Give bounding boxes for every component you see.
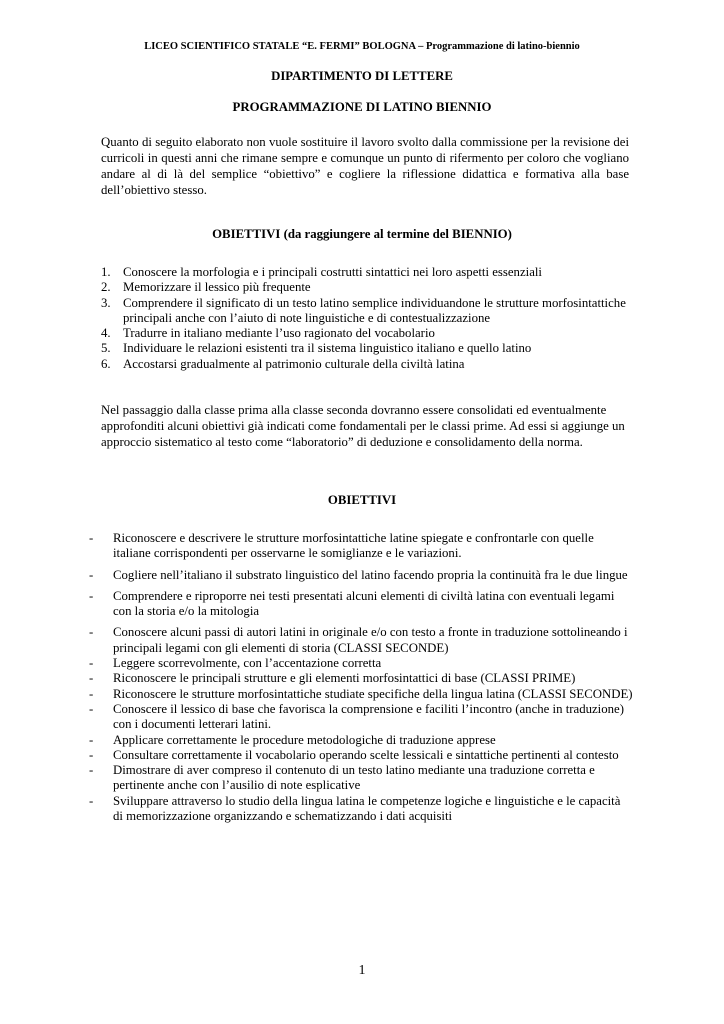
list-item <box>88 748 633 763</box>
list-item <box>101 296 631 327</box>
list-dash: - <box>89 793 94 808</box>
list-item-text: Comprendere e riproporre nei testi presentati alcuni elementi di civiltà latina con eventuali legami con la storia e/o la mitologia <box>113 588 615 619</box>
list-item-text: Riconoscere le principali strutture e gli elementi morfosintattici di base (CLASSI PRIME) <box>113 671 576 686</box>
list-dash: - <box>89 763 94 778</box>
list-item <box>88 671 633 686</box>
list-dash: - <box>89 747 94 762</box>
list-dash: - <box>89 671 94 686</box>
list-item <box>101 357 631 372</box>
list-item <box>101 341 631 356</box>
list-item <box>101 326 631 341</box>
list-item <box>88 625 633 656</box>
list-item-text: Riconoscere e descrivere le strutture morfosintattiche latine spiegate e confrontarle con quelle italiane corrispondenti per osservarne le somiglianze e le variazioni. <box>113 531 594 561</box>
list-item-text: Accostarsi gradualmente al patrimonio culturale della civiltà latina <box>123 356 465 371</box>
list-item-text: Comprendere il significato di un testo latino semplice individuandone le strutture morfosintattiche principali anche con l’aiuto di note linguistiche e di contestualizzazione <box>123 295 626 325</box>
list-dash: - <box>89 625 94 640</box>
list-item <box>88 733 633 748</box>
list-item-text: Consultare correttamente il vocabolario operando scelte lessicali e sintattiche pertinenti al contesto <box>113 747 619 762</box>
list-item-text: Applicare correttamente le procedure metodologiche di traduzione apprese <box>113 732 496 747</box>
list-item <box>88 589 633 620</box>
list-item <box>88 687 633 702</box>
list-dash: - <box>89 732 94 747</box>
list-dash: - <box>89 567 94 582</box>
document-title: PROGRAMMAZIONE DI LATINO BIENNIO <box>232 100 492 114</box>
list-dash: - <box>89 531 94 545</box>
list-item-text: Conoscere la morfologia e i principali costrutti sintattici nei loro aspetti essenziali <box>123 265 542 279</box>
list-item <box>88 794 633 825</box>
list-number: 2. <box>101 280 111 295</box>
list-item-text: Dimostrare di aver compreso il contenuto di un testo latino mediante una traduzione corretta e pertinente anche con l’ausilio di note esplicative <box>113 763 595 793</box>
list-item <box>88 702 633 733</box>
section-heading-objectives: OBIETTIVI <box>327 493 397 507</box>
list-item <box>101 280 631 295</box>
list-number: 1. <box>101 265 111 279</box>
list-item-text: Conoscere alcuni passi di autori latini in originale e/o con testo a fronte in traduzione sottolineando i principali legami con gli elementi di storia (CLASSI SECONDE) <box>113 625 628 655</box>
list-number: 6. <box>101 356 111 371</box>
list-item-text: Memorizzare il lessico più frequente <box>123 280 311 295</box>
list-item <box>88 763 633 794</box>
section-heading-biennio-objectives: OBIETTIVI (da raggiungere al termine del BIENNIO) <box>212 227 512 241</box>
list-item <box>88 568 633 583</box>
numbered-objectives-list <box>101 265 631 372</box>
list-dash: - <box>89 701 94 716</box>
intro-paragraph: Quanto di seguito elaborato non vuole sostituire il lavoro svolto dalla commissione per la revisione dei curricoli in questi anni che rimane sempre e comunque un punto di rifermento per coloro che vogliano andare al di là del semplice “obiettivo” e cogliere la riflessione didattica e formativa alla base dell’obiettivo stesso. <box>101 135 629 197</box>
list-item <box>88 531 633 562</box>
dash-objectives-list <box>88 531 633 824</box>
list-number: 4. <box>101 326 111 341</box>
list-dash: - <box>89 588 94 603</box>
list-dash: - <box>89 656 94 671</box>
list-number: 3. <box>101 295 111 310</box>
page-number: 1 <box>358 963 366 978</box>
list-item-text: Riconoscere le strutture morfosintattiche studiate specifiche della lingua latina (CLASSI SECONDE) <box>113 686 633 701</box>
passage-paragraph: Nel passaggio dalla classe prima alla classe seconda dovranno essere consolidati ed eventualmente approfonditi alcuni obiettivi già indicati come fondamentali per le classi prime. Ad essi si aggiunge un approccio sistematico al testo come “laboratorio” di deduzione e consolidamento della norma. <box>101 403 625 449</box>
list-item-text: Tradurre in italiano mediante l’uso ragionato del vocabolario <box>123 326 435 341</box>
department-heading: DIPARTIMENTO DI LETTERE <box>271 69 453 83</box>
list-item-text: Cogliere nell’italiano il substrato linguistico del latino facendo propria la continuità fra le due lingue <box>113 567 628 582</box>
list-item <box>101 265 631 280</box>
list-item-text: Leggere scorrevolmente, con l’accentazione corretta <box>113 656 382 671</box>
list-item-text: Sviluppare attraverso lo studio della lingua latina le competenze logiche e linguistiche e le capacità di memorizzazione organizzando e schematizzando i dati acquisiti <box>113 793 621 824</box>
list-number: 5. <box>101 341 111 356</box>
list-item <box>88 656 633 671</box>
list-item-text: Individuare le relazioni esistenti tra il sistema linguistico italiano e quello latino <box>123 341 532 356</box>
list-dash: - <box>89 686 94 701</box>
page-header: LICEO SCIENTIFICO STATALE “E. FERMI” BOLOGNA – Programmazione di latino-biennio <box>144 41 580 52</box>
list-item-text: Conoscere il lessico di base che favorisca la comprensione e faciliti l’incontro (anche in traduzione) con i documenti letterari latini. <box>113 701 624 732</box>
